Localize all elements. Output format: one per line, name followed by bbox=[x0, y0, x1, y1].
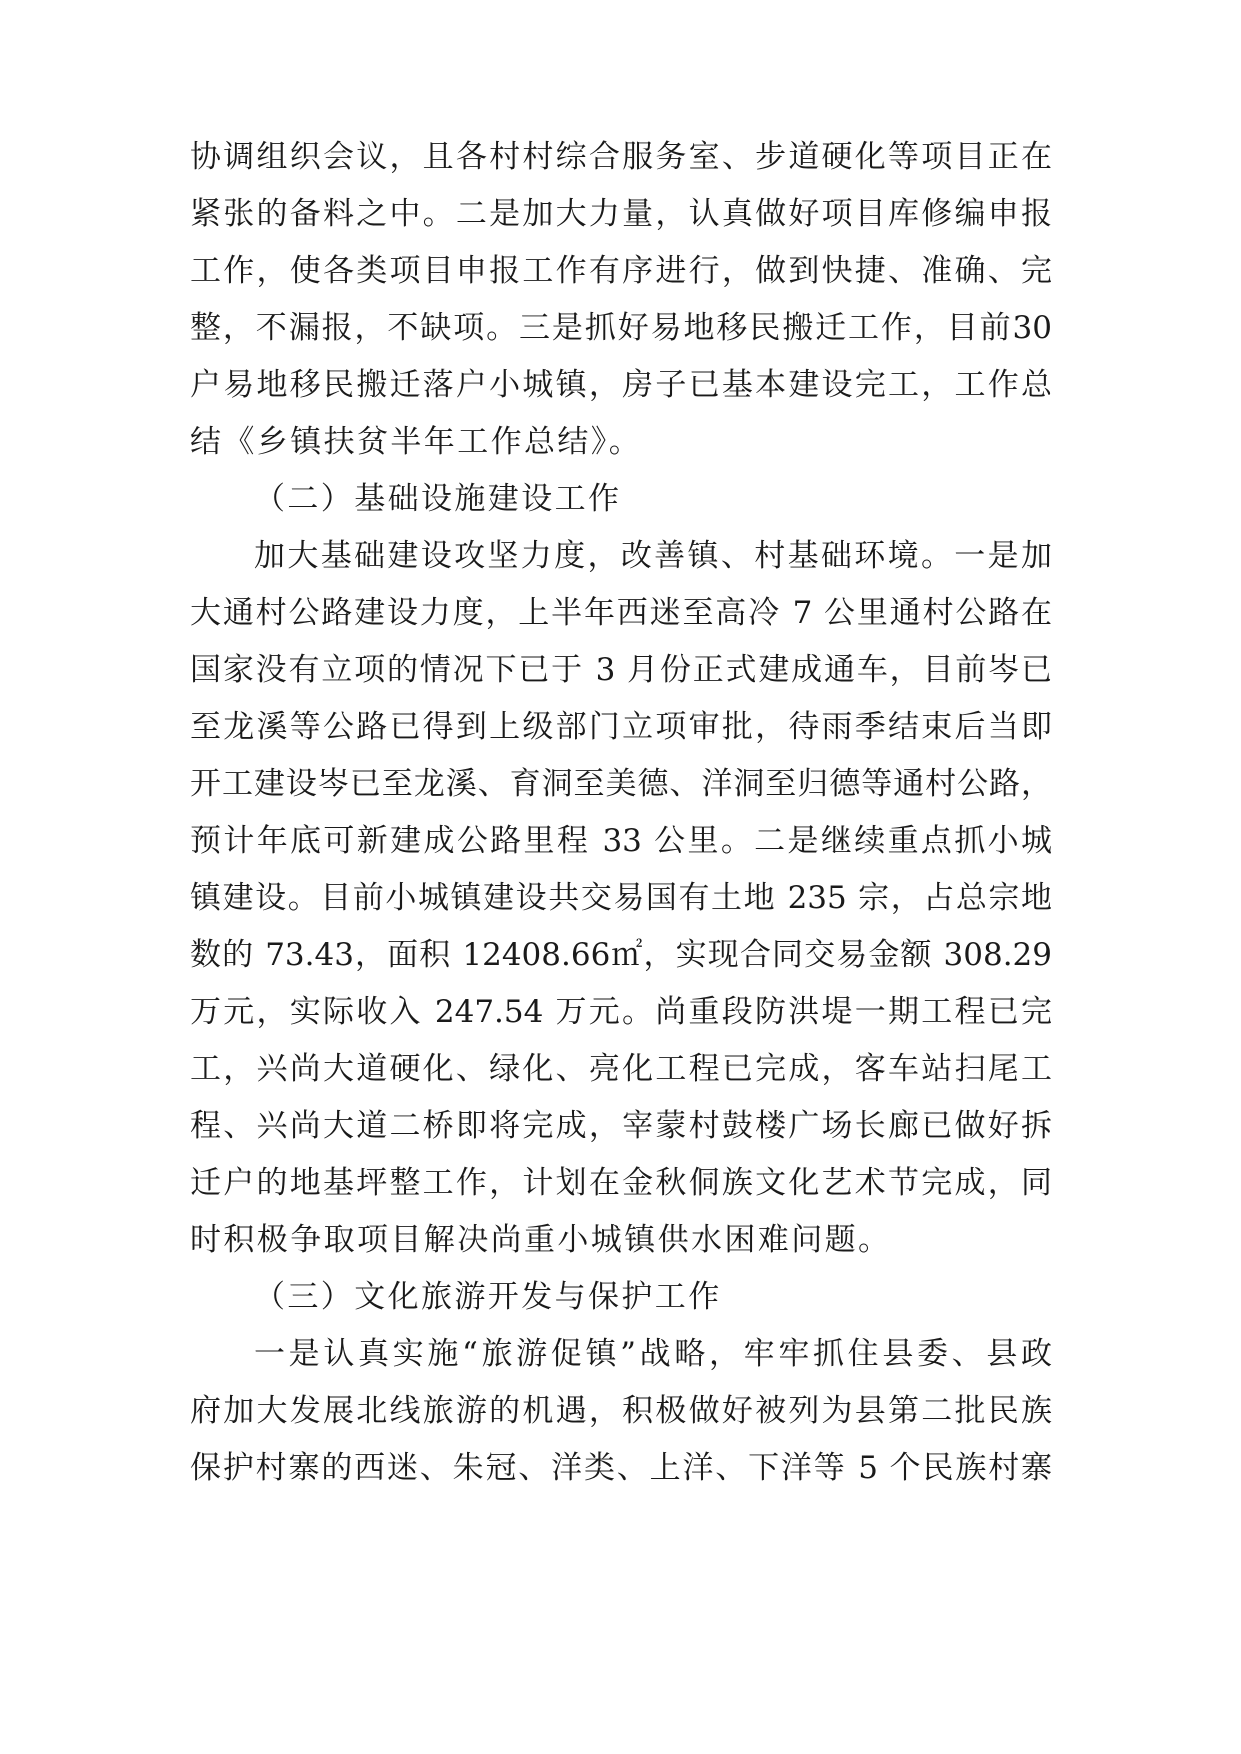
section-heading-3: （三）文化旅游开发与保护工作 bbox=[254, 1279, 722, 1315]
body-text-line: 整，不漏报，不缺项。三是抓好易地移民搬迁工作，目前30 bbox=[190, 310, 1052, 346]
body-text-line: 工，兴尚大道硬化、绿化、亮化工程已完成，客车站扫尾工 bbox=[190, 1051, 1052, 1087]
body-text-line: 迁户的地基坪整工作，计划在金秋侗族文化艺术节完成，同 bbox=[190, 1165, 1052, 1201]
body-text-line: 至龙溪等公路已得到上级部门立项审批，待雨季结束后当即 bbox=[190, 709, 1052, 745]
section-heading-2: （二）基础设施建设工作 bbox=[254, 481, 622, 517]
body-text-line: 开工建设岑已至龙溪、育洞至美德、洋洞至归德等通村公路， bbox=[190, 766, 1052, 802]
body-text-line: 保护村寨的西迷、朱冠、洋类、上洋、下洋等 5 个民族村寨 bbox=[190, 1450, 1052, 1486]
body-text-line: 大通村公路建设力度，上半年西迷至高冷 7 公里通村公路在 bbox=[190, 595, 1052, 631]
body-text-line: 预计年底可新建成公路里程 33 公里。二是继续重点抓小城 bbox=[190, 823, 1052, 859]
body-text-line: 时积极争取项目解决尚重小城镇供水困难问题。 bbox=[190, 1222, 892, 1258]
body-text-line: 府加大发展北线旅游的机遇，积极做好被列为县第二批民族 bbox=[190, 1393, 1052, 1429]
body-text-line: 结《乡镇扶贫半年工作总结》。 bbox=[190, 424, 643, 460]
body-text-line: 数的 73.43，面积 12408.66㎡，实现合同交易金额 308.29 bbox=[190, 937, 1052, 973]
body-text-line: 工作，使各类项目申报工作有序进行，做到快捷、准确、完 bbox=[190, 253, 1052, 289]
body-text-line: 镇建设。目前小城镇建设共交易国有土地 235 宗，占总宗地 bbox=[190, 880, 1052, 916]
body-text-line: 协调组织会议，且各村村综合服务室、步道硬化等项目正在 bbox=[190, 139, 1052, 175]
body-text-line: 国家没有立项的情况下已于 3 月份正式建成通车，目前岑已 bbox=[190, 652, 1052, 688]
body-text-line: 一是认真实施“旅游促镇”战略，牢牢抓住县委、县政 bbox=[254, 1336, 1052, 1372]
body-text-line: 万元，实际收入 247.54 万元。尚重段防洪堤一期工程已完 bbox=[190, 994, 1052, 1030]
body-text-line: 紧张的备料之中。二是加大力量，认真做好项目库修编申报 bbox=[190, 196, 1052, 232]
body-text-line: 户易地移民搬迁落户小城镇，房子已基本建设完工，工作总 bbox=[190, 367, 1052, 403]
body-text-line: 程、兴尚大道二桥即将完成，宰蒙村鼓楼广场长廊已做好拆 bbox=[190, 1108, 1052, 1144]
body-text-line: 加大基础建设攻坚力度，改善镇、村基础环境。一是加 bbox=[254, 538, 1052, 574]
